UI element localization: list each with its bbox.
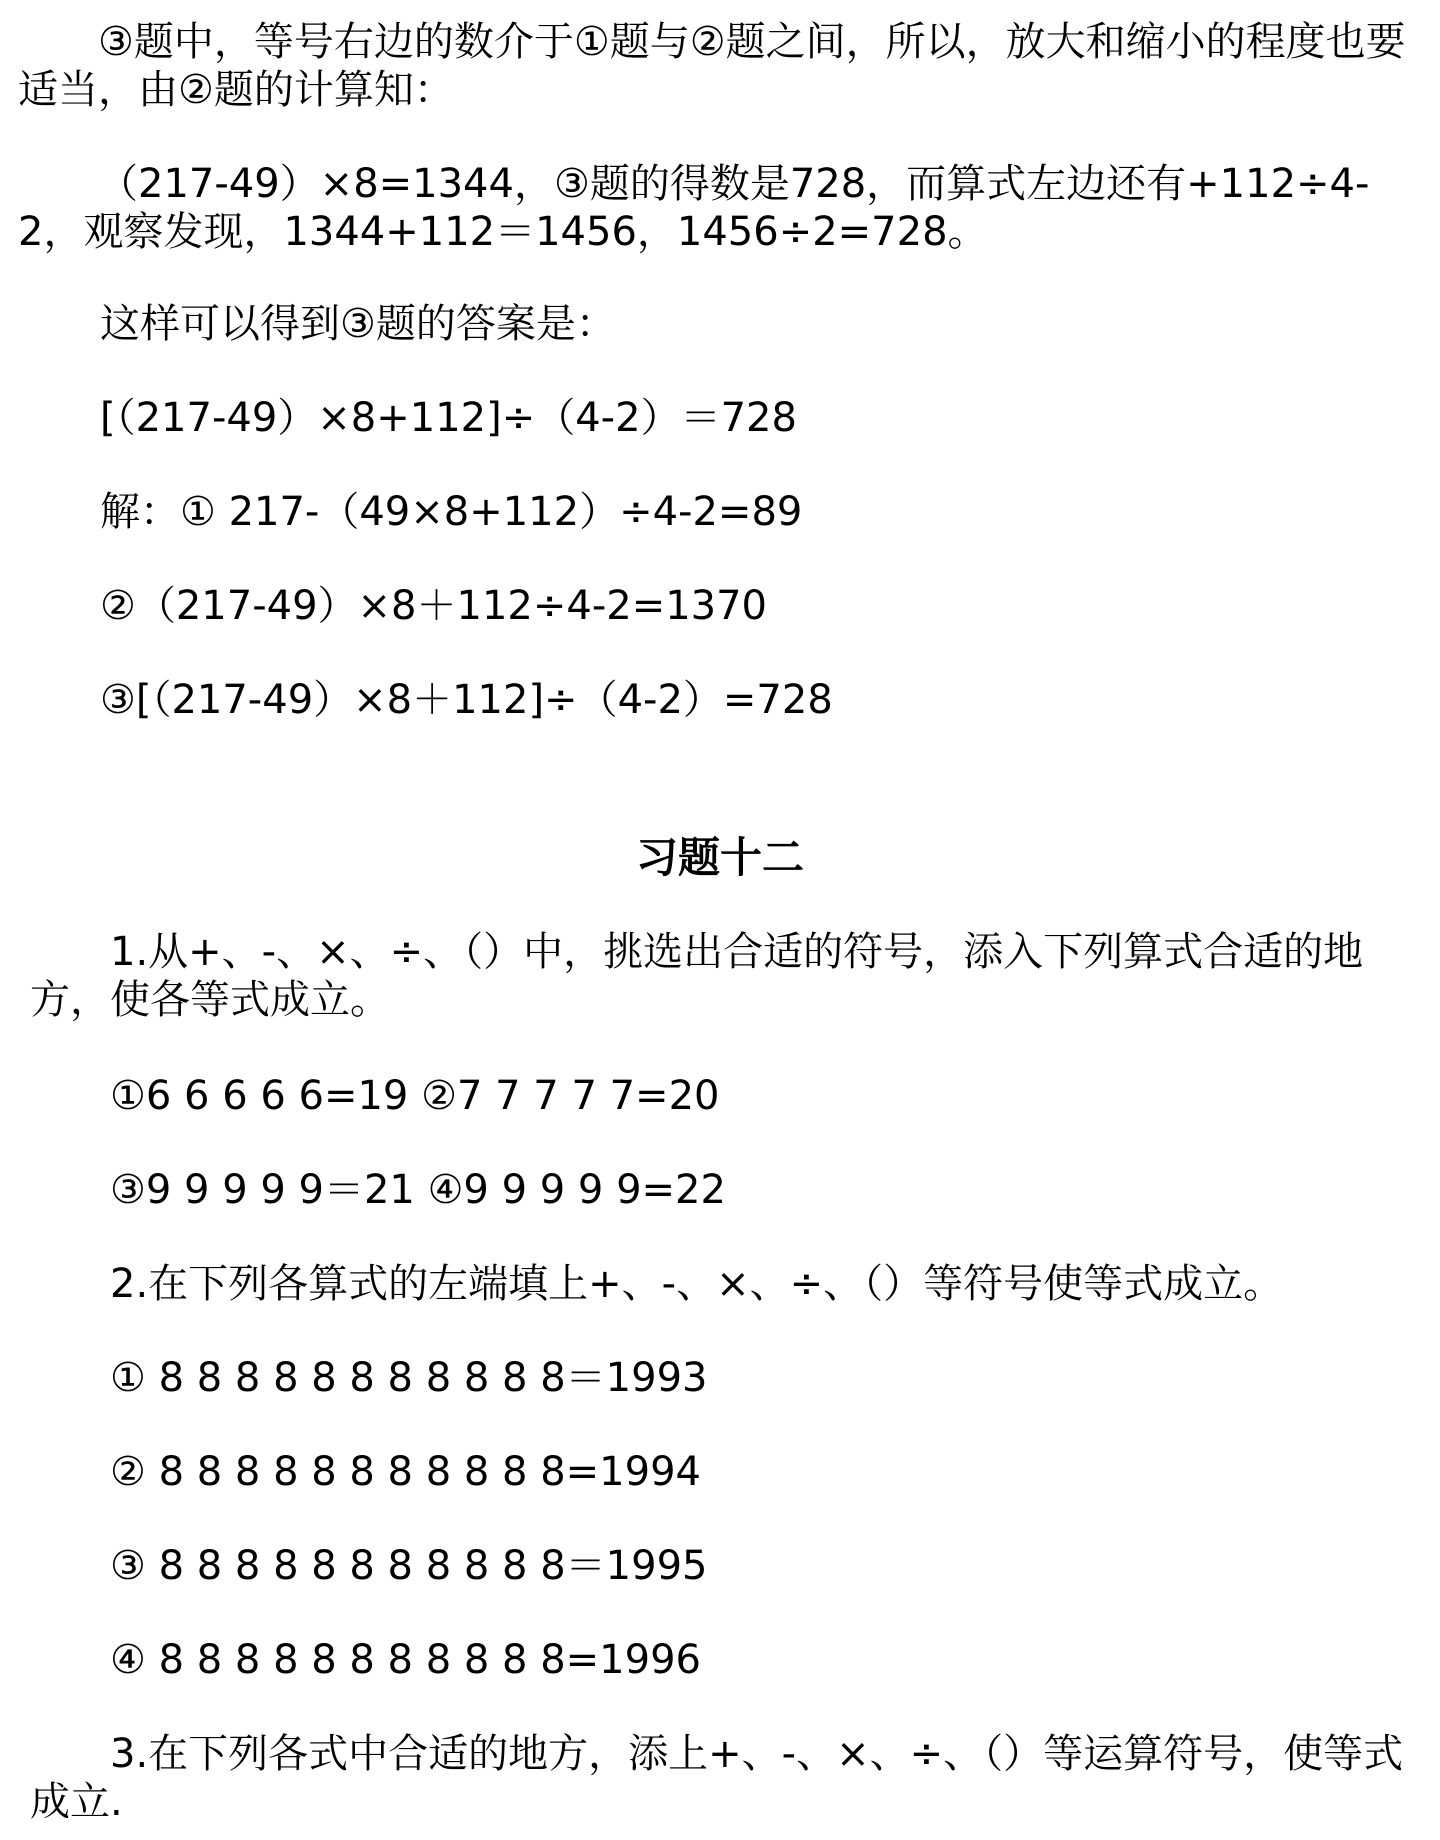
solution-1-text: ① 217-（49×8+112）÷4-2=89 — [180, 489, 803, 535]
question-3-text: 3.在下列各式中合适的地方，添上+、-、×、÷、（）等运算符号，使等式成立. — [30, 1731, 1404, 1825]
answer-equation-line: [（217-49）×8+112]÷（4-2）＝728 — [100, 395, 797, 441]
solution-line-2: ②（217-49）×8＋112÷4-2=1370 — [100, 583, 768, 629]
paragraph-range-explanation: ③题中，等号右边的数介于①题与②题之间，所以，放大和缩小的程度也要适当，由②题的计算知： — [18, 19, 1406, 113]
solution-line-1 — [100, 488, 802, 536]
exercise-title: 习题十二 — [635, 833, 804, 882]
question-1-line-2: ③9 9 9 9 9＝21 ④9 9 9 9 9=22 — [110, 1167, 726, 1213]
question-1-text: 1.从+、-、×、÷、（）中，挑选出合适的符号，添入下列算式合适的地方，使各等式成立。 — [30, 929, 1364, 1023]
question-2-text: 2.在下列各算式的左端填上+、-、×、÷、（）等符号使等式成立。 — [110, 1261, 1284, 1307]
question-2-item-1: ① 8 8 8 8 8 8 8 8 8 8 8＝1993 — [110, 1355, 708, 1401]
question-2-item-2: ② 8 8 8 8 8 8 8 8 8 8 8=1994 — [110, 1449, 701, 1495]
paragraph-calculation-observation: （217-49）×8=1344，③题的得数是728，而算式左边还有+112÷4-2，观察发现，1344+112＝1456，1456÷2=728。 — [18, 161, 1370, 255]
solution-line-3: ③[（217-49）×8＋112]÷（4-2）=728 — [100, 677, 833, 723]
solution-label: 解： — [100, 489, 180, 535]
answer-intro-line: 这样可以得到③题的答案是： — [100, 301, 616, 347]
question-1-line-1: ①6 6 6 6 6=19 ②7 7 7 7 7=20 — [110, 1073, 720, 1119]
question-2-item-3: ③ 8 8 8 8 8 8 8 8 8 8 8＝1995 — [110, 1543, 708, 1589]
question-2-item-4: ④ 8 8 8 8 8 8 8 8 8 8 8=1996 — [110, 1637, 701, 1683]
